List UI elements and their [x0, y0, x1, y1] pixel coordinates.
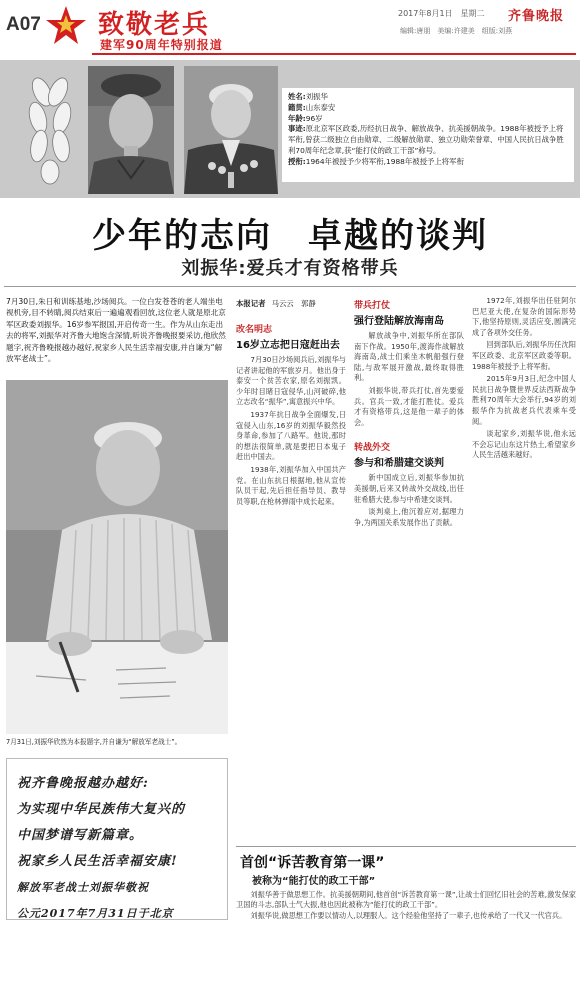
inscription-line-3: 中国梦谱写新篇章。 — [17, 828, 144, 843]
profile-name: 刘振华 — [305, 92, 328, 101]
article-paragraph: 谈判桌上,他沉着应对,据理力争,为两国关系发展作出了贡献。 — [354, 507, 464, 527]
inscription-line-2: 为实现中华民族伟大复兴的 — [17, 802, 186, 817]
section-kicker: 转战外交 — [354, 443, 391, 454]
lead-paragraph: 7月30日,朱日和训练基地,沙场阅兵。一位白发苍苍的老人端坐电视机旁,目不转睛,阅兵结束后一遍遍观看回放,这位老人就是原北京军区政委刘振华。16岁参军报国,开启传奇一生。作为从山东走出去的将军,刘振华对齐鲁大地饱含深情,听说齐鲁晚报要采访,他欣然题字,祝齐鲁晚报越办越好,祝家乡人民生活幸福安康,并自谦为“解放军老战士”。 — [6, 297, 226, 364]
main-headline: 少年的志向 卓越的谈判 — [92, 216, 488, 256]
sub-headline: 刘振华:爱兵才有资格带兵 — [181, 258, 399, 279]
red-star-icon — [44, 4, 88, 48]
profile-age: 96岁 — [305, 113, 323, 123]
feature-subheadline: 被称为“能打仗的政工干部” — [252, 876, 376, 887]
profile-age-key: 年龄: — [288, 113, 306, 123]
article-paragraph: 新中国成立后,刘振华参加抗美援朝,后来又转战外交战线,出任驻希腊大使,参与中希建交谈判。 — [354, 473, 464, 504]
inscription-line-4: 祝家乡人民生活幸福安康! — [17, 854, 178, 869]
article-paragraph: 1972年,刘振华出任驻阿尔巴尼亚大使,在复杂的国际形势下,他坚持原则,灵活应变,圆满完成了各项外交任务。 — [472, 296, 576, 337]
article-column-2 — [354, 296, 464, 842]
column-subtitle: 建军90周年特别报道 — [100, 38, 223, 52]
profile-origin: 山东泰安 — [305, 102, 336, 112]
profile-info-box — [282, 88, 574, 182]
profile-origin-key: 籍贯: — [288, 102, 306, 112]
headline-rule — [4, 286, 576, 287]
profile-name-key: 姓名: — [288, 92, 306, 101]
inscription-line-1: 祝齐鲁晚报越办越好: — [17, 776, 149, 791]
byline-label: 本报记者 — [236, 299, 266, 308]
article-paragraph: 谈起家乡,刘振华说,他永远不会忘记山东这片热土,希望家乡人民生活越来越好。 — [472, 429, 576, 460]
photo-caption: 7月31日,刘振华欣然为本报题字,并自谦为“解放军老战士”。 — [6, 738, 182, 746]
profile-deeds-key: 事迹: — [288, 124, 306, 134]
issue-date: 2017年8月1日 星期二 — [398, 9, 485, 18]
article-column-3 — [472, 296, 576, 842]
handwritten-inscription — [6, 758, 228, 920]
article-paragraph: 7月30日沙场阅兵后,刘振华与记者讲起他的军旅岁月。他出身于泰安一个贫苦农家,原名刘振凯。少年时目睹日寇侵华,山河破碎,他立志改名“振华”,寓意振兴中华。 — [236, 355, 346, 407]
profile-rank-key: 授衔: — [288, 156, 306, 166]
byline-names: 马云云 郭静 — [271, 299, 316, 308]
editor-credits: 编辑:唐朋 美编:许建美 组版:刘燕 — [400, 27, 513, 35]
main-photo — [6, 380, 228, 734]
feature-paragraph: 刘振华说,做思想工作要以情动人,以理服人。这个经验他坚持了一辈子,也传承给了一代又一代官兵。 — [250, 910, 567, 920]
feature-paragraph: 刘振华善于做思想工作。抗美援朝期间,他首创“诉苦教育第一课”,让战士们回忆旧社会的苦难,激发保家卫国的斗志,部队士气大振,他也因此被称为“能打仗的政工干部”。 — [236, 890, 576, 910]
profile-deeds: 原北京军区政委,历经抗日战争、解放战争、抗美援朝战争。1988年被授予上将军衔,曾获二级独立自由勋章、二级解放勋章、独立功勋荣誉章、中国人民抗日战争胜利70周年纪念章,获“能打仗的政工干部”称号。 — [288, 124, 564, 155]
portrait-elderly — [184, 66, 278, 194]
masthead-rule — [92, 53, 576, 55]
profile-rank: 1964年被授予少将军衔,1988年被授予上将军衔 — [305, 156, 464, 166]
feature-rule — [236, 846, 576, 847]
newspaper-logo: 齐鲁晚报 — [508, 9, 565, 24]
article-paragraph: 解放战争中,刘振华所在部队南下作战。1950年,渡海作战解放海南岛,战士们乘坐木帆船强行登陆,与敌军展开激战,最终取得胜利。 — [354, 331, 464, 383]
article-paragraph: 回到部队后,刘振华历任沈阳军区政委、北京军区政委等职。1988年被授予上将军衔。 — [472, 340, 576, 371]
section-title: 16岁立志把日寇赶出去 — [236, 340, 340, 351]
article-column-1 — [236, 312, 346, 842]
page-number: A07 — [6, 14, 41, 35]
byline — [236, 298, 316, 309]
section-title: 参与和希腊建交谈判 — [354, 458, 444, 470]
article-paragraph: 2015年9月3日,纪念中国人民抗日战争暨世界反法西斯战争胜利70周年大会举行,94岁的刘振华作为抗战老兵代表乘车受阅。 — [472, 374, 576, 426]
inscription-line-6: 公元2017年7月31日于北京 — [17, 907, 174, 920]
article-paragraph: 1938年,刘振华加入中国共产党。在山东抗日根据地,他从宣传队员干起,先后担任指导员、教导员等职,在枪林弹雨中成长起来。 — [236, 464, 346, 506]
portrait-young — [88, 66, 174, 194]
inscription-line-5: 解放军老战士刘振华敬祝 — [17, 881, 149, 894]
section-kicker: 改名明志 — [236, 325, 273, 335]
masthead — [0, 0, 580, 56]
feature-headline: 首创“诉苦教育第一课” — [240, 855, 385, 871]
feature-body — [236, 890, 576, 990]
section-kicker: 带兵打仗 — [354, 301, 391, 311]
column-name: 致敬老兵 — [98, 10, 211, 40]
laurel-ornament-icon — [22, 70, 78, 188]
article-paragraph: 刘振华说,带兵打仗,首先要爱兵。官兵一致,才能打胜仗。爱兵才有资格带兵,这是他一辈子的体会。 — [354, 385, 464, 427]
section-title: 强行登陆解放海南岛 — [354, 316, 444, 327]
article-paragraph: 1937年抗日战争全面爆发,日寇侵入山东,16岁的刘振华毅然投身革命,参加了八路军。他说,那时的想法很简单,就是要把日本鬼子赶出中国去。 — [236, 409, 346, 462]
